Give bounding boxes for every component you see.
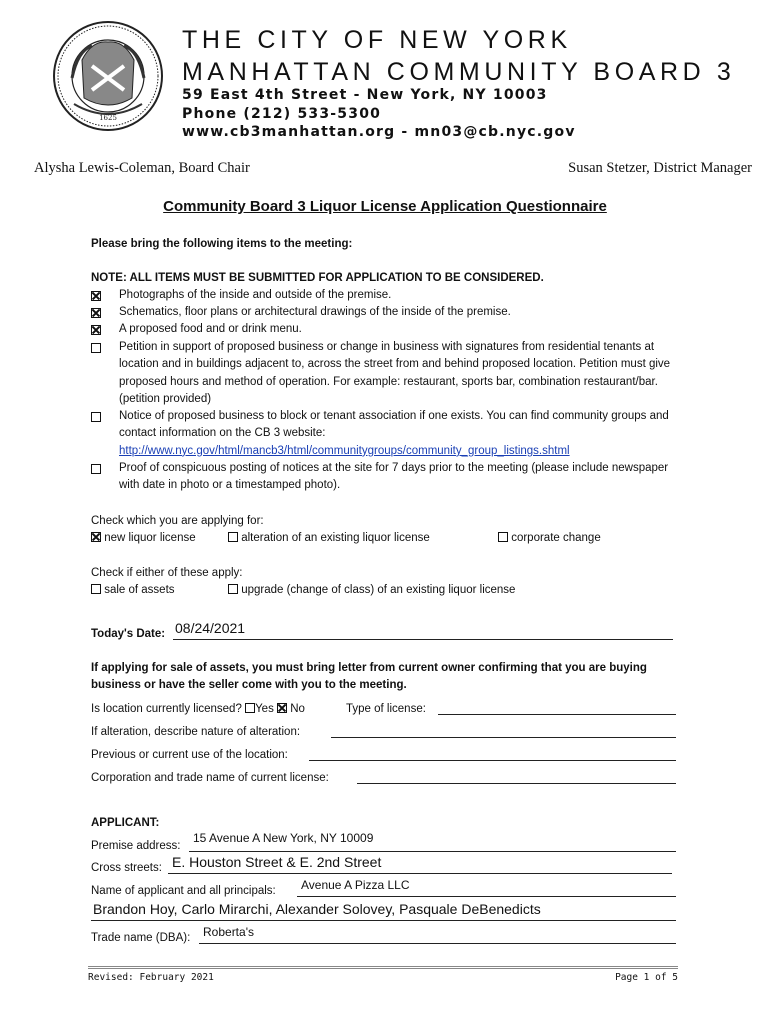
alteration-checkbox[interactable] <box>228 532 238 542</box>
board-web-email: www.cb3manhattan.org - mn03@cb.nyc.gov <box>182 124 576 140</box>
trade-name-label: Trade name (DBA): <box>91 932 191 944</box>
revised-date: Revised: February 2021 <box>88 972 214 983</box>
applying-for-prompt: Check which you are applying for: <box>91 515 264 527</box>
sale-note: If applying for sale of assets, you must bring letter from current owner confirming that you are buying business or have the seller come with you to the meeting. <box>91 662 647 692</box>
either-apply-prompt: Check if either of these apply: <box>91 567 243 579</box>
todays-date-value[interactable]: 08/24/2021 <box>175 620 246 636</box>
premise-address-value[interactable]: 15 Avenue A New York, NY 10009 <box>193 831 374 845</box>
applicant-heading: APPLICANT: <box>91 817 160 829</box>
corporate-change-option[interactable]: corporate change <box>498 530 601 547</box>
todays-date-label: Today's Date: <box>91 628 166 640</box>
item-checkbox[interactable] <box>91 343 101 353</box>
cross-streets-line <box>168 873 672 874</box>
premise-address-label: Premise address: <box>91 840 181 852</box>
principals-line <box>91 920 676 921</box>
license-type-label: Type of license: <box>346 703 426 715</box>
trade-name-value[interactable]: Roberta's <box>203 925 254 939</box>
trade-name-line <box>199 943 676 944</box>
item-checkbox[interactable] <box>91 291 101 301</box>
page-title: Community Board 3 Liquor License Application Questionnaire <box>163 198 607 215</box>
board-chair: Alysha Lewis-Coleman, Board Chair <box>34 160 250 176</box>
applicant-name-line <box>297 896 676 897</box>
alteration-label: If alteration, describe nature of alteration: <box>91 726 301 738</box>
item-checkbox[interactable] <box>91 464 101 474</box>
corporate-change-checkbox[interactable] <box>498 532 508 542</box>
licensed-yes-checkbox[interactable] <box>245 703 255 713</box>
item-checkbox[interactable] <box>91 325 101 335</box>
applicant-name-label: Name of applicant and all principals: <box>91 885 276 897</box>
list-item: Notice of proposed business to block or tenant association if one exists. You can find community groups and contact information on the CB 3 website: http://www.nyc.gov/html/mancb3/html/communitygroups/community_group_listings.shtml <box>91 408 681 460</box>
cross-streets-label: Cross streets: <box>91 862 162 874</box>
alteration-line[interactable] <box>331 737 676 738</box>
sale-of-assets-checkbox[interactable] <box>91 584 101 594</box>
community-groups-link[interactable]: http://www.nyc.gov/html/mancb3/html/communitygroups/community_group_listings.shtml <box>119 444 570 457</box>
licensed-question: Is location currently licensed? Yes No <box>91 703 305 715</box>
previous-use-label: Previous or current use of the location: <box>91 749 288 761</box>
upgrade-checkbox[interactable] <box>228 584 238 594</box>
svg-text:1625: 1625 <box>99 114 117 122</box>
new-license-option[interactable]: new liquor license <box>91 530 196 547</box>
board-phone: Phone (212) 533-5300 <box>182 106 382 122</box>
todays-date-line <box>173 639 673 640</box>
city-seal-logo <box>52 20 164 132</box>
previous-use-line[interactable] <box>309 760 676 761</box>
page-number: Page 1 of 5 <box>615 972 678 983</box>
premise-address-line <box>189 851 676 852</box>
list-item: Photographs of the inside and outside of the premise. <box>91 287 681 304</box>
item-checkbox[interactable] <box>91 412 101 422</box>
intro-text: Please bring the following items to the meeting: <box>91 238 353 250</box>
city-name: THE CITY OF NEW YORK <box>182 26 572 54</box>
board-address: 59 East 4th Street - New York, NY 10003 <box>182 87 548 103</box>
upgrade-option[interactable]: upgrade (change of class) of an existing liquor license <box>228 582 515 599</box>
list-item: Schematics, floor plans or architectural drawings of the inside of the premise. <box>91 304 681 321</box>
district-manager: Susan Stetzer, District Manager <box>568 160 752 176</box>
corp-name-label: Corporation and trade name of current license: <box>91 772 329 784</box>
item-checkbox[interactable] <box>91 308 101 318</box>
list-item: Proof of conspicuous posting of notices at the site for 7 days prior to the meeting (please include newspaper with date in photo or a timestamped photo). <box>91 460 681 495</box>
licensed-no-checkbox[interactable] <box>277 703 287 713</box>
note-text: NOTE: ALL ITEMS MUST BE SUBMITTED FOR APPLICATION TO BE CONSIDERED. <box>91 272 544 284</box>
list-item: A proposed food and or drink menu. <box>91 321 681 338</box>
new-license-checkbox[interactable] <box>91 532 101 542</box>
license-type-line[interactable] <box>438 714 676 715</box>
sale-of-assets-option[interactable]: sale of assets <box>91 582 175 599</box>
corp-name-line[interactable] <box>357 783 676 784</box>
board-name: MANHATTAN COMMUNITY BOARD 3 <box>182 58 736 86</box>
alteration-option[interactable]: alteration of an existing liquor license <box>228 530 430 547</box>
cross-streets-value[interactable]: E. Houston Street & E. 2nd Street <box>172 854 382 870</box>
applicant-name-value[interactable]: Avenue A Pizza LLC <box>301 878 410 892</box>
list-item: Petition in support of proposed business or change in business with signatures from residential tenants at location and in buildings adjacent to, across the street from and behind proposed location. Petition must give proposed hours and method of operation. For example: restaurant, sports bar, combination restaurant/bar. (petition provided) <box>91 339 681 409</box>
page-footer <box>88 966 678 983</box>
principals-value[interactable]: Brandon Hoy, Carlo Mirarchi, Alexander Solovey, Pasquale DeBenedicts <box>93 901 541 917</box>
